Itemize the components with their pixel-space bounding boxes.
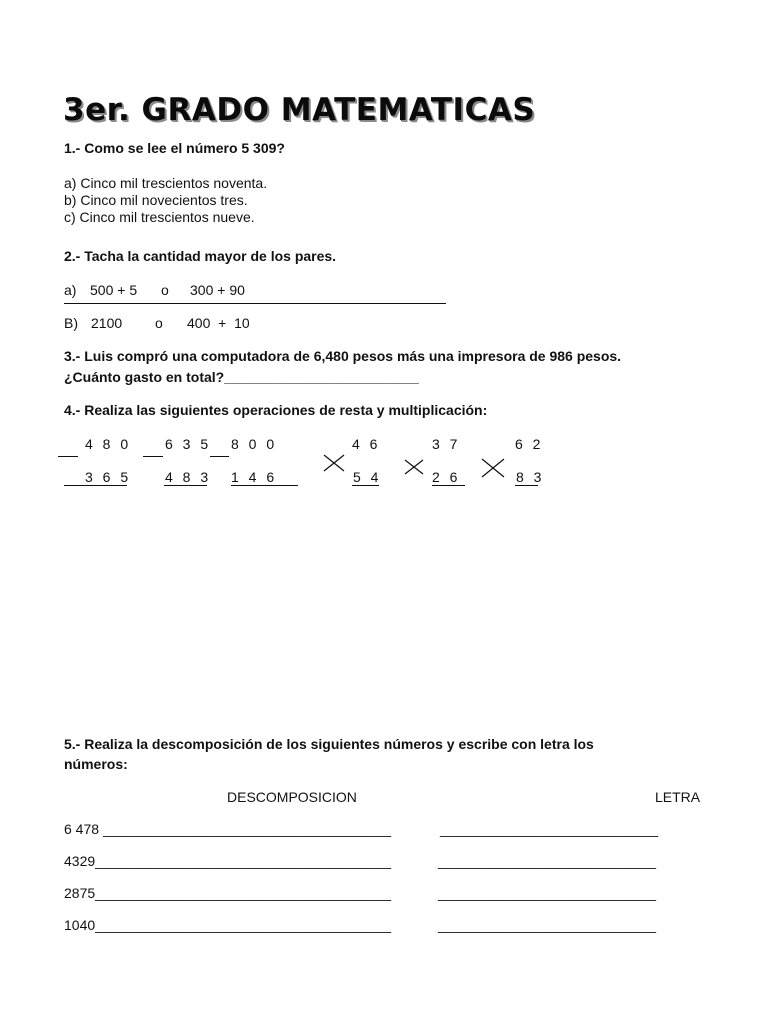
question-1-option-c: c) Cinco mil trescientos nueve. xyxy=(64,209,255,225)
question-4-prompt: 4.- Realiza las siguientes operaciones de resta y multiplicación: xyxy=(64,402,488,418)
column-header-letra: LETRA xyxy=(655,789,701,805)
row-number xyxy=(64,917,391,933)
multiplication-3-top: 6 2 xyxy=(515,436,544,452)
letra-answer-line[interactable]: ____________________________ xyxy=(440,821,659,837)
letra-answer-line[interactable]: ____________________________ xyxy=(438,885,657,901)
subtraction-2-bottom: 4 8 3 xyxy=(165,469,212,485)
question-1-option-a: a) Cinco mil trescientos noventa. xyxy=(64,175,268,191)
multiplication-2-bottom: 2 6 xyxy=(432,469,461,485)
row-number-text: 2875 xyxy=(64,885,96,901)
question-5-line-2: números: xyxy=(64,756,128,772)
row-number-text: 1040 xyxy=(64,917,96,933)
question-2-row-a-label: a) xyxy=(64,282,77,298)
descomposicion-answer-line[interactable]: ______________________________________ xyxy=(95,885,392,901)
divider-line xyxy=(64,303,446,304)
question-2-row-b-left: 2100 xyxy=(91,315,123,331)
times-icon xyxy=(481,458,505,478)
multiplication-3-underline xyxy=(515,485,538,486)
question-2-row-b-sep: o xyxy=(155,315,163,331)
row-number xyxy=(64,853,391,869)
minus-sign xyxy=(58,456,78,457)
multiplication-1-top: 4 6 xyxy=(352,436,381,452)
multiplication-2-underline xyxy=(432,485,465,486)
descomposicion-answer-line[interactable]: ______________________________________ xyxy=(95,853,392,869)
multiplication-1-underline xyxy=(352,485,379,486)
question-2-row-a-left: 500 + 5 xyxy=(90,282,138,298)
question-2-prompt: 2.- Tacha la cantidad mayor de los pares. xyxy=(64,248,337,264)
minus-sign xyxy=(143,456,163,457)
minus-sign xyxy=(210,456,229,457)
letra-answer-line[interactable]: ____________________________ xyxy=(438,853,657,869)
page-title: 3er. GRADO MATEMATICAS xyxy=(63,92,536,128)
question-2-row-b-right: 400 + 10 xyxy=(187,315,250,331)
times-icon xyxy=(404,459,424,475)
subtraction-3-top: 8 0 0 xyxy=(231,436,278,452)
column-header-descomposicion: DESCOMPOSICION xyxy=(227,789,357,805)
question-2-row-a-right: 300 + 90 xyxy=(190,282,245,298)
subtraction-3-bottom: 1 4 6 xyxy=(231,469,278,485)
multiplication-1-bottom: 5 4 xyxy=(353,469,382,485)
question-1-option-b: b) Cinco mil novecientos tres. xyxy=(64,192,248,208)
row-number xyxy=(64,885,391,901)
multiplication-2-top: 3 7 xyxy=(432,436,461,452)
row-number-text: 6 478 xyxy=(64,821,103,837)
question-2-row-a-sep: o xyxy=(161,282,169,298)
letra-answer-line[interactable]: ____________________________ xyxy=(438,917,657,933)
descomposicion-answer-line[interactable]: _____________________________________ xyxy=(102,821,392,837)
question-5-line-1: 5.- Realiza la descomposición de los siguientes números y escribe con letra los xyxy=(64,736,594,752)
question-2-row-b-label: B) xyxy=(64,315,78,331)
subtraction-1-bottom: 3 6 5 xyxy=(85,469,132,485)
row-number xyxy=(64,821,391,837)
subtraction-2-underline xyxy=(164,485,207,486)
subtraction-2-top: 6 3 5 xyxy=(165,436,212,452)
descomposicion-answer-line[interactable]: ______________________________________ xyxy=(95,917,392,933)
question-3-line-1: 3.- Luis compró una computadora de 6,480 pesos más una impresora de 986 pesos. xyxy=(64,348,622,364)
multiplication-3-bottom: 8 3 xyxy=(516,469,545,485)
question-1-prompt: 1.- Como se lee el número 5 309? xyxy=(64,140,285,156)
times-icon xyxy=(323,454,345,472)
subtraction-3-underline xyxy=(231,485,298,486)
subtraction-1-underline xyxy=(64,485,127,486)
subtraction-1-top: 4 8 0 xyxy=(85,436,132,452)
row-number-text: 4329 xyxy=(64,853,96,869)
question-3-line-2: ¿Cuánto gasto en total?_________________________ xyxy=(64,369,419,385)
